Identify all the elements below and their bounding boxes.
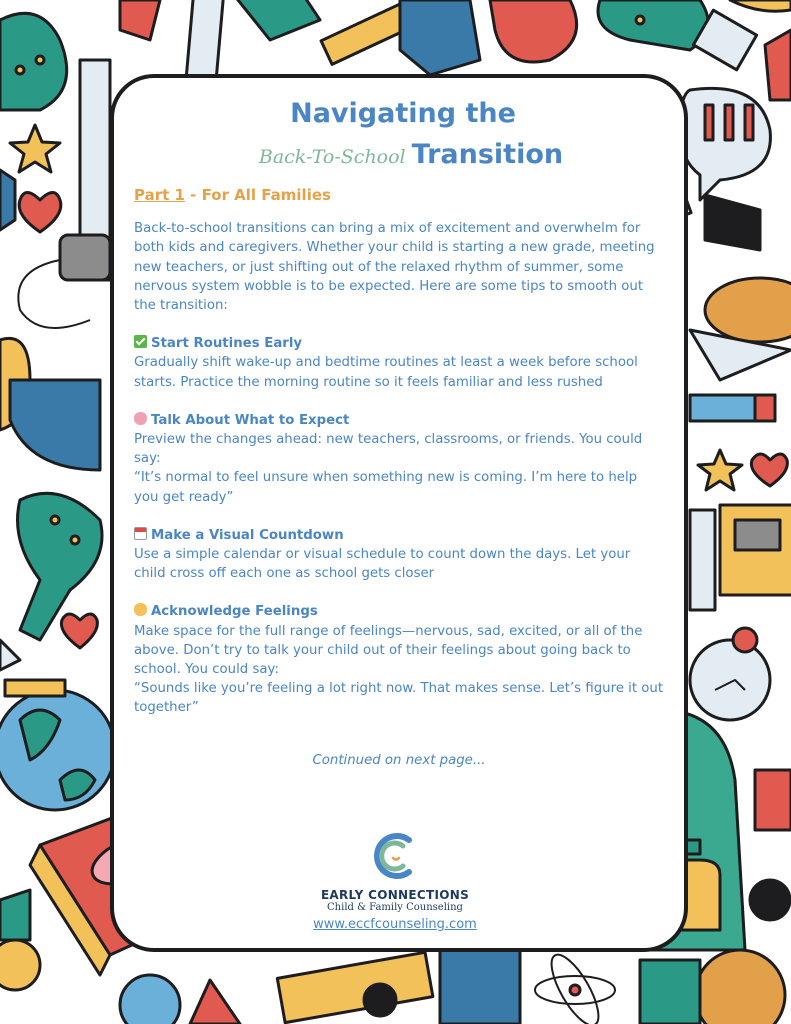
apple-icon	[490, 0, 577, 62]
part-heading	[134, 186, 664, 205]
tip-talk-about	[134, 411, 664, 507]
star-icon	[10, 125, 60, 172]
title-bold-text: Transition	[411, 139, 564, 170]
tip-heading: Start Routines Early	[151, 336, 303, 352]
intro-paragraph: Back-to-school transitions can bring a mix of excitement and overwhelm for both kids and caregivers. Whether your child is starting a new grade, meeting new teachers, or just shifting out of the relaxed rhythm of summer, some nervous system wobble is to be expected. Here are some tips to smooth out the transition:	[134, 221, 655, 314]
document-content	[134, 94, 664, 770]
star-icon	[698, 450, 742, 490]
continued-note: Continued on next page...	[312, 752, 486, 768]
logo-subtitle: Child & Family Counseling	[327, 902, 463, 913]
tip-heading: Acknowledge Feelings	[151, 604, 318, 620]
part-number: Part 1	[134, 186, 185, 204]
page-title-line2	[134, 136, 664, 174]
tip-start-routines	[134, 334, 664, 392]
website-link[interactable]: www.eccfcounseling.com	[313, 917, 477, 932]
tip-body: Gradually shift wake-up and bedtime routines at least a week before school starts. Practice the morning routine so it feels familiar and less rushed	[134, 355, 638, 390]
part-title: - For All Families	[184, 186, 331, 204]
logo-name: EARLY CONNECTIONS	[320, 888, 470, 902]
globe-icon	[0, 690, 115, 810]
title-script-text: Back-To-School	[258, 146, 406, 168]
tip-body: Make space for the full range of feelings—nervous, sad, excited, or all of the above. Don’t try to talk your child out of their feelings about going back to school. You could say:	[134, 623, 643, 678]
check-mark-icon	[134, 335, 147, 348]
heart-icon	[19, 193, 61, 233]
brain-icon	[134, 412, 147, 425]
handshake-icon	[134, 603, 147, 616]
tip-heading: Make a Visual Countdown	[151, 527, 344, 543]
clock-icon	[690, 640, 770, 720]
logo-block	[300, 830, 490, 932]
tip-acknowledge-feelings	[134, 602, 664, 717]
tip-body: Preview the changes ahead: new teachers, classrooms, or friends. You could say:	[134, 432, 643, 467]
tip-heading: Talk About What to Expect	[151, 412, 350, 428]
page-title-line1: Navigating the	[290, 98, 516, 129]
protractor-icon	[10, 380, 100, 470]
device-icon	[60, 235, 110, 280]
tip-visual-countdown	[134, 526, 664, 584]
tip-quote: “It’s normal to feel unsure when something new is coming. I’m here to help you get ready”	[134, 470, 638, 505]
early-connections-logo-icon	[369, 830, 421, 882]
tip-body: Use a simple calendar or visual schedule to count down the days. Let your child cross off each one as school gets closer	[134, 547, 631, 582]
football-icon	[705, 278, 791, 342]
basketball-icon	[695, 950, 785, 1024]
flask-icon	[0, 13, 67, 110]
calendar-icon	[134, 527, 147, 540]
tip-quote: “Sounds like you’re feeling a lot right now. That makes sense. Let’s figure it out together”	[134, 681, 664, 716]
ruler-icon	[186, 0, 224, 81]
